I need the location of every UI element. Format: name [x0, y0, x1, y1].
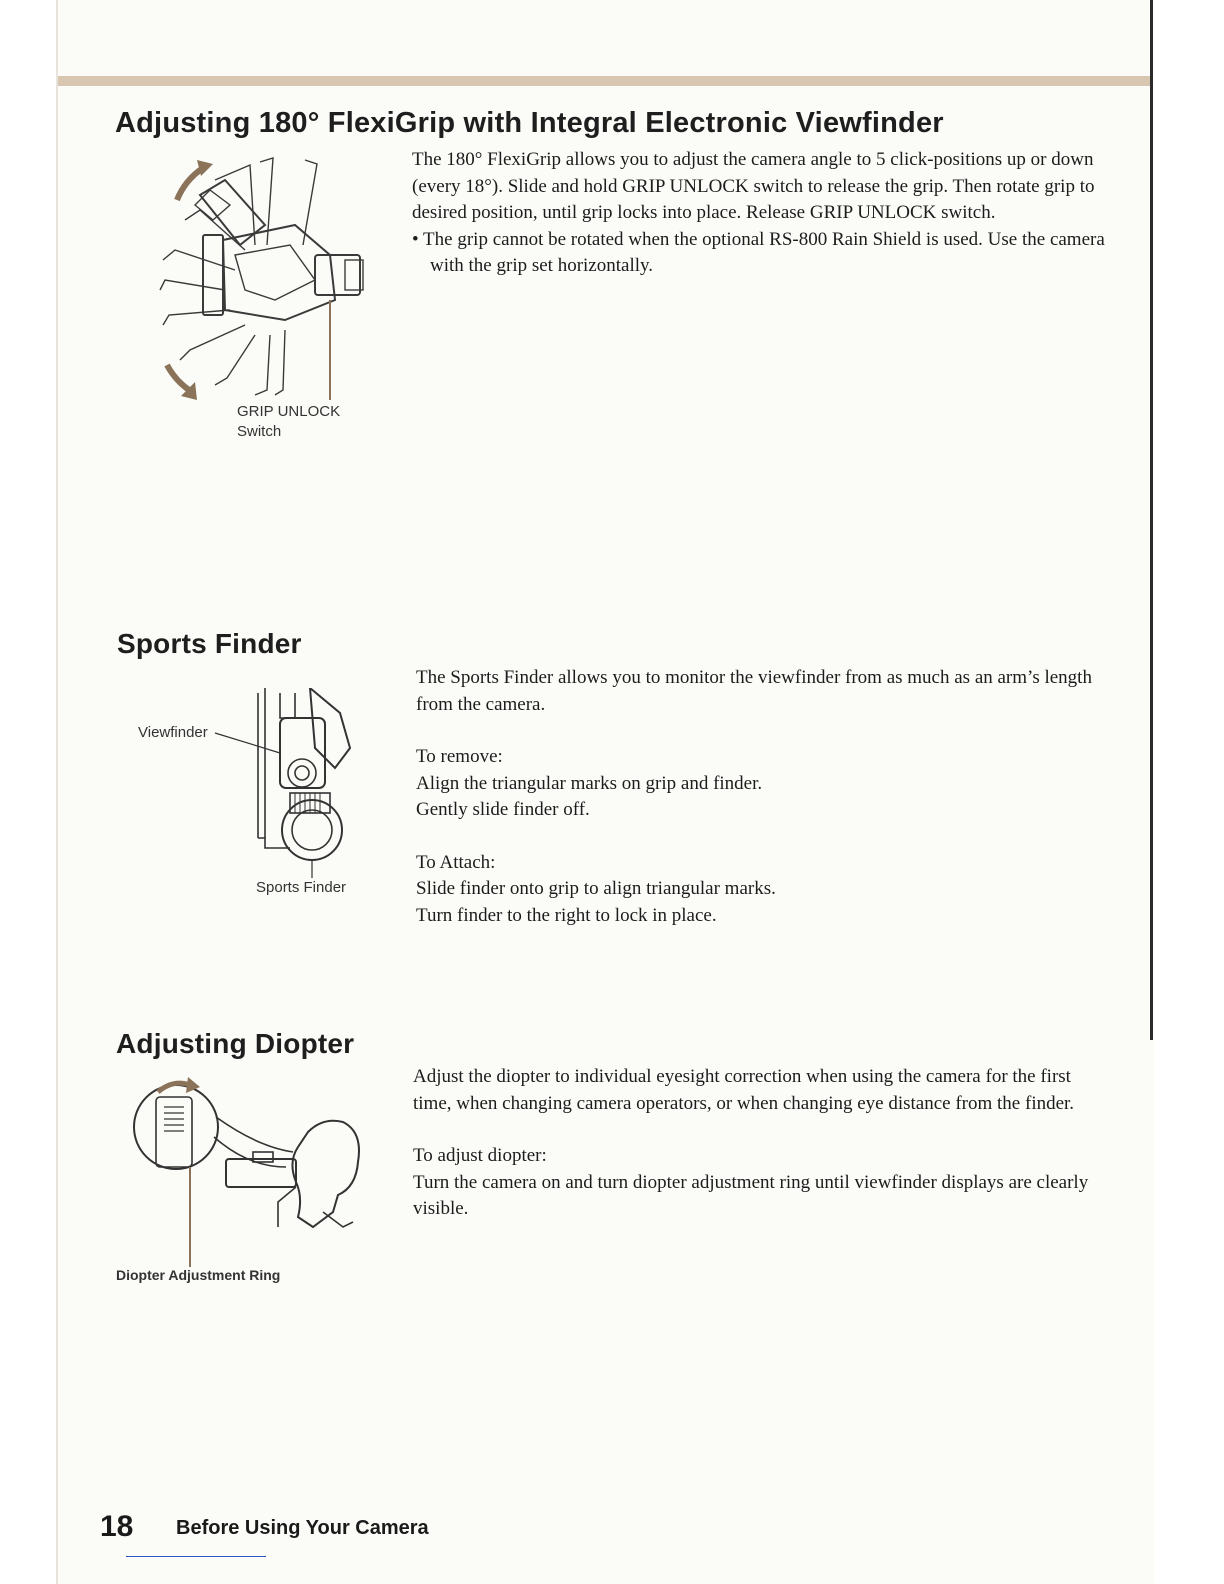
caption-grip-unlock-line2: Switch: [237, 423, 282, 440]
flexigrip-paragraph: The 180° FlexiGrip allows you to adjust the camera angle to 5 click-positions up or down (every 18°). Slide and hold GRIP UNLOCK switch to release the grip. Then rotate grip to desired position, until grip locks into place. Release GRIP UNLOCK switch.: [412, 149, 1095, 223]
footer-section-title: Before Using Your Camera: [176, 1517, 429, 1539]
label-sports-finder: Sports Finder: [256, 879, 347, 896]
section-title-diopter: Adjusting Diopter: [116, 1028, 355, 1059]
sports-finder-attach-step-1: Slide finder onto grip to align triangular marks.: [416, 878, 776, 899]
label-viewfinder: Viewfinder: [138, 724, 208, 741]
sports-finder-paragraph: The Sports Finder allows you to monitor the viewfinder from as much as an arm’s length from the camera.: [416, 667, 1092, 715]
section-title-sports-finder: Sports Finder: [117, 628, 302, 659]
label-diopter-ring: Diopter Adjustment Ring: [116, 1267, 281, 1283]
section-title-flexigrip: Adjusting 180° FlexiGrip with Integral Electronic Viewfinder: [115, 107, 944, 139]
diopter-body: [413, 1064, 1113, 1223]
flexigrip-bullet: • The grip cannot be rotated when the optional RS-800 Rain Shield is used. Use the camera with the grip set horizontally.: [412, 228, 1105, 276]
flexigrip-body: [412, 147, 1112, 280]
diopter-adjust-heading: To adjust diopter:: [413, 1145, 547, 1166]
diopter-paragraph: Adjust the diopter to individual eyesight correction when using the camera for the first time, when changing camera operators, or when changing eye distance from the finder.: [413, 1066, 1075, 1114]
caption-grip-unlock-line1: GRIP UNLOCK: [237, 403, 341, 420]
sports-finder-remove-step-1: Align the triangular marks on grip and finder.: [416, 772, 763, 794]
diopter-illustration: [128, 1077, 368, 1267]
sports-finder-remove-heading: To remove:: [416, 746, 503, 767]
flexigrip-illustration: [155, 150, 370, 405]
sports-finder-body: [416, 665, 1116, 929]
page-left-edge: [56, 0, 58, 1584]
sports-finder-remove-step-2: Gently slide finder off.: [416, 799, 590, 820]
page-right-edge: [1150, 0, 1153, 1040]
diopter-adjust-step: Turn the camera on and turn diopter adjustment ring until viewfinder displays are clearly visible.: [413, 1171, 1089, 1219]
sports-finder-illustration: [140, 688, 365, 878]
page-number: 18: [100, 1510, 134, 1543]
header-rule: [58, 76, 1150, 86]
sports-finder-attach-step-2: Turn finder to the right to lock in place.: [416, 904, 717, 926]
caption-grip-unlock: [237, 402, 340, 442]
footer-underline: [126, 1556, 266, 1557]
sports-finder-attach-heading: To Attach:: [416, 851, 496, 873]
